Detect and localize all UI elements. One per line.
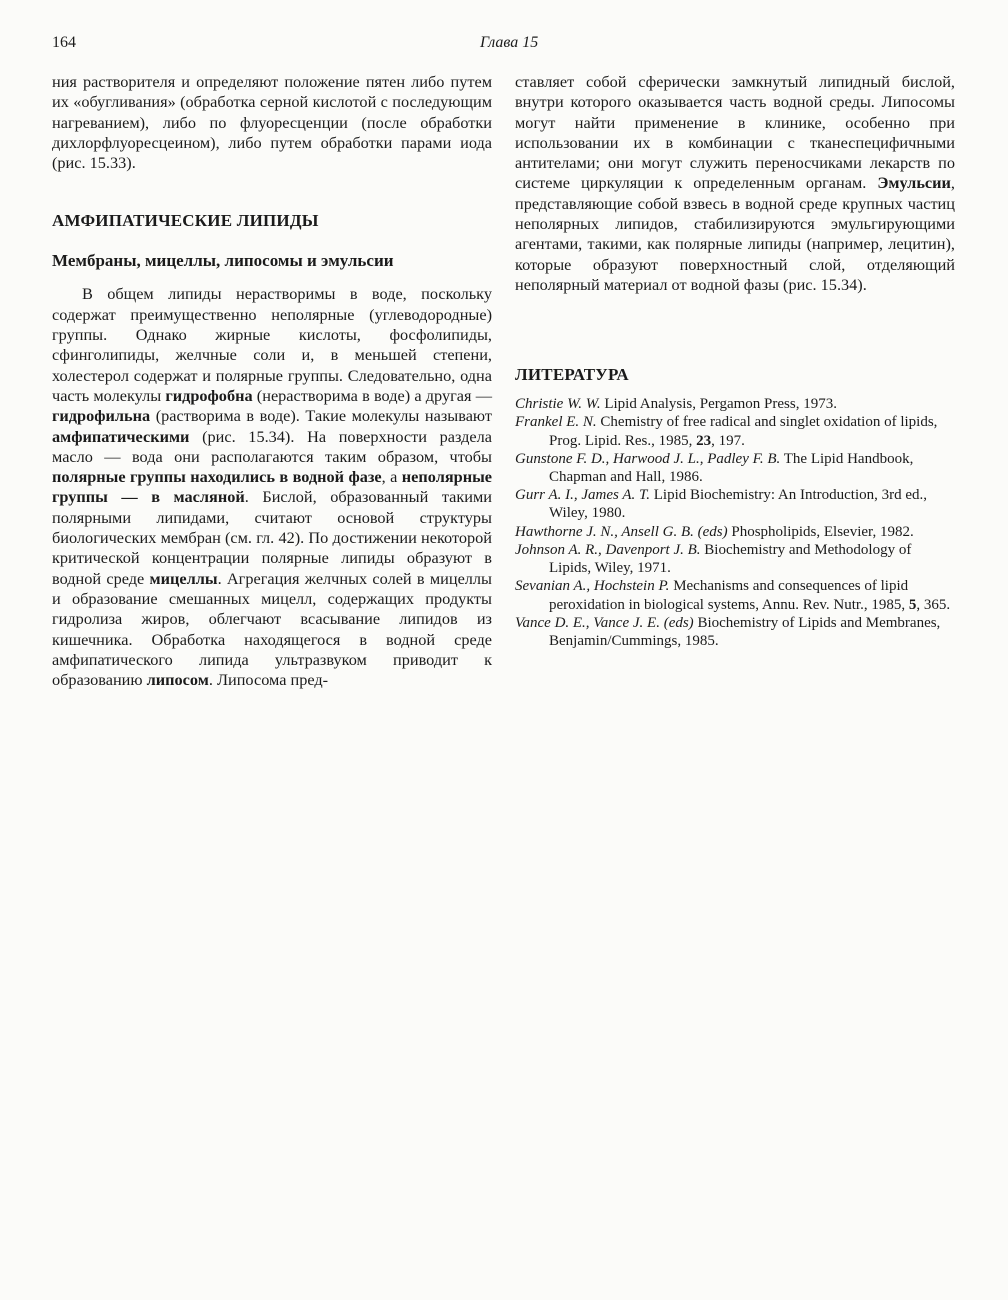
term-micelles: мицеллы — [149, 568, 218, 588]
term-hydrophilic: гидрофильна — [52, 406, 151, 426]
references-list — [515, 395, 955, 650]
references-title: ЛИТЕРАТУРА — [515, 365, 629, 385]
term-liposomes: липосом — [146, 670, 209, 690]
term-nonpolar-groups: неполярные группы — в масляной — [52, 467, 493, 507]
reference-item: Gunstone F. D., Harwood J. L., Padley F. B. The Lipid Handbook, Chapman and Hall, 1986. — [515, 450, 914, 486]
reference-item: Johnson A. R., Davenport J. B. Biochemistry and Methodology of Lipids, Wiley, 1971. — [515, 541, 912, 577]
reference-item: Vance D. E., Vance J. E. (eds) Biochemistry of Lipids and Membranes, Benjamin/Cummings, 1985. — [515, 614, 941, 649]
right-column — [515, 72, 955, 650]
term-amphipathic: амфипатическими — [52, 426, 190, 446]
continuation-paragraph: ния растворителя и определяют положение пятен либо путем их «обугливания» (обработка серной кислотой с последующим нагреванием), либо по флуоресценции (после обработки дихлорфлуоресцеином), либо путем обработки парами иода (рис. 15.33). — [52, 72, 492, 173]
running-head: Глава 15 — [480, 34, 539, 51]
reference-item: Sevanian A., Hochstein P. Mechanisms and consequences of lipid peroxidation in biological systems, Annu. Rev. Nutr., 1985, 5, 365. — [515, 578, 951, 613]
reference-item: Gurr A. I., James A. T. Lipid Biochemistry: An Introduction, 3rd ed., Wiley, 1980. — [515, 487, 928, 522]
reference-item: Frankel E. N. Chemistry of free radical and singlet oxidation of lipids, Prog. Lipid. Res., 1985, 23, 197. — [515, 414, 938, 449]
amphipathic-paragraph: В общем липиды нерастворимы в воде, поскольку содержат преимущественно неполярные (углеводородные) группы. Однако жирные кислоты, фосфолипиды, сфинголипиды, желчные соли и, в меньшей степени, холестерол содержат и полярные группы. Следовательно, одна часть молекулы гидрофобна (нерастворима в воде) а другая — гидрофильна (растворима в воде). Такие молекулы называют амфипатическими (рис. 15.34). На поверхности раздела масло — вода они располагаются таким образом, чтобы полярные группы находились в водной фазе, а неполярные группы — в масляной. Бислой, образованный такими полярными липидами, считают основой структуры биологических мембран (см. гл. 42). По достижении некоторой критической концентрации полярные липиды образуют в водной среде мицеллы. Агрегация желчных солей в мицеллы и образование смешанных мицелл, содержащих продукты гидролиза жиров, облегчают всасывание липидов из кишечника. Обработка находящегося в водной среде амфипатического липида ультразвуком приводит к образованию липосом. Липосома пред- — [52, 284, 493, 690]
left-column — [52, 72, 492, 690]
section-title: АМФИПАТИЧЕСКИЕ ЛИПИДЫ — [52, 211, 319, 231]
liposome-paragraph: ставляет собой сферически замкнутый липидный бислой, внутри которого оказывается часть водной среды. Липосомы могут найти применение в клинике, особенно при использовании их в комбинации с тканеспецифичными антителами; они могут служить переносчиками лекарств по системе циркуляции к определенным органам. Эмульсии, представляющие собой взвесь в водной среде крупных частиц неполярных липидов, стабилизируются эмульгирующими агентами, такими, как полярные липиды (например, лецитин), которые образуют поверхностный слой, отделяющий неполярный материал от водной фазы (рис. 15.34). — [515, 72, 955, 294]
subsection-title: Мембраны, мицеллы, липосомы и эмульсии — [52, 251, 394, 271]
term-emulsions: Эмульсии — [877, 173, 951, 193]
reference-item: Christie W. W. Lipid Analysis, Pergamon Press, 1973. — [515, 396, 837, 413]
term-hydrophobic: гидрофобна — [165, 385, 253, 405]
term-polar-groups: полярные группы находились в водной фазе — [52, 467, 382, 487]
reference-item: Hawthorne J. N., Ansell G. B. (eds) Phospholipids, Elsevier, 1982. — [515, 523, 914, 540]
page-number: 164 — [52, 34, 76, 51]
